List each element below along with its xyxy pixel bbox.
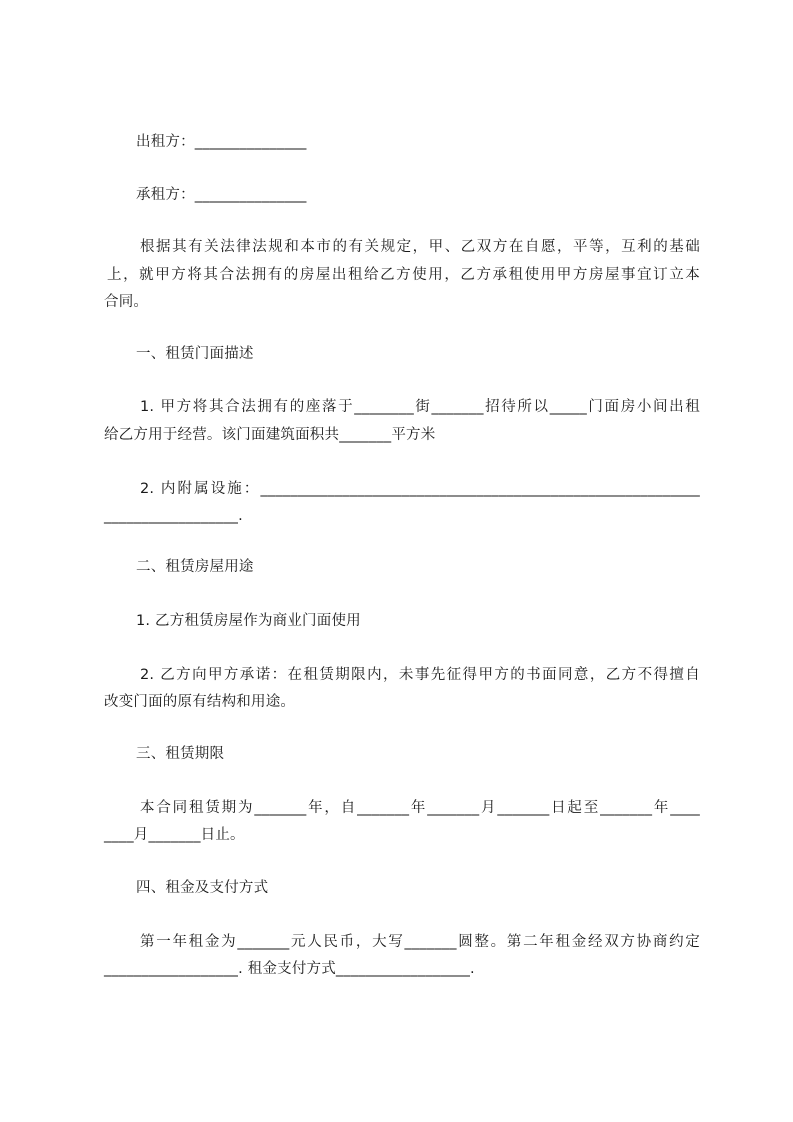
lessee-line: 承租方：_______________ [136,187,307,203]
section-4-heading: 四、租金及支付方式 [136,880,269,896]
section-4-body-line-2: __________________. 租金支付方式__________________. [104,961,475,977]
section-4-body-line-1: 第一年租金为_______元人民币，大写_______圆整。第二年租金经双方协商约定 [140,934,700,950]
section-3-body-line-1: 本合同租赁期为_______年，自_______年_______月_______日起至_______年____ [140,800,700,816]
section-1-item-2-line-1: 2. 内附属设施：___________________________________________________________ [140,481,700,497]
section-3-body-line-2: ____月_______日止。 [104,827,245,843]
section-1-item-1-line-1: 1. 甲方将其合法拥有的座落于________街_______招待所以_____门面房小间出租 [140,399,700,415]
section-1-item-1-line-2: 给乙方用于经营。该门面建筑面积共_______平方米 [104,427,436,443]
intro-line-3: 合同。 [104,294,149,310]
intro-line-2: 上，就甲方将其合法拥有的房屋出租给乙方使用，乙方承租使用甲方房屋事宜订立本 [107,267,700,283]
section-1-item-2-line-2: __________________. [104,508,243,524]
section-1-heading: 一、租赁门面描述 [136,346,254,362]
section-3-heading: 三、租赁期限 [136,746,225,762]
section-2-item-2-line-2: 改变门面的原有结构和用途。 [104,694,296,710]
intro-line-1: 根据其有关法律法规和本市的有关规定，甲、乙双方在自愿，平等，互利的基础 [140,239,700,255]
section-2-heading: 二、租赁房屋用途 [136,559,254,575]
lessor-line: 出租方：_______________ [136,134,307,150]
section-2-item-2-line-1: 2. 乙方向甲方承诺：在租赁期限内，未事先征得甲方的书面同意，乙方不得擅自 [140,667,700,683]
section-2-item-1: 1. 乙方租赁房屋作为商业门面使用 [136,613,361,629]
